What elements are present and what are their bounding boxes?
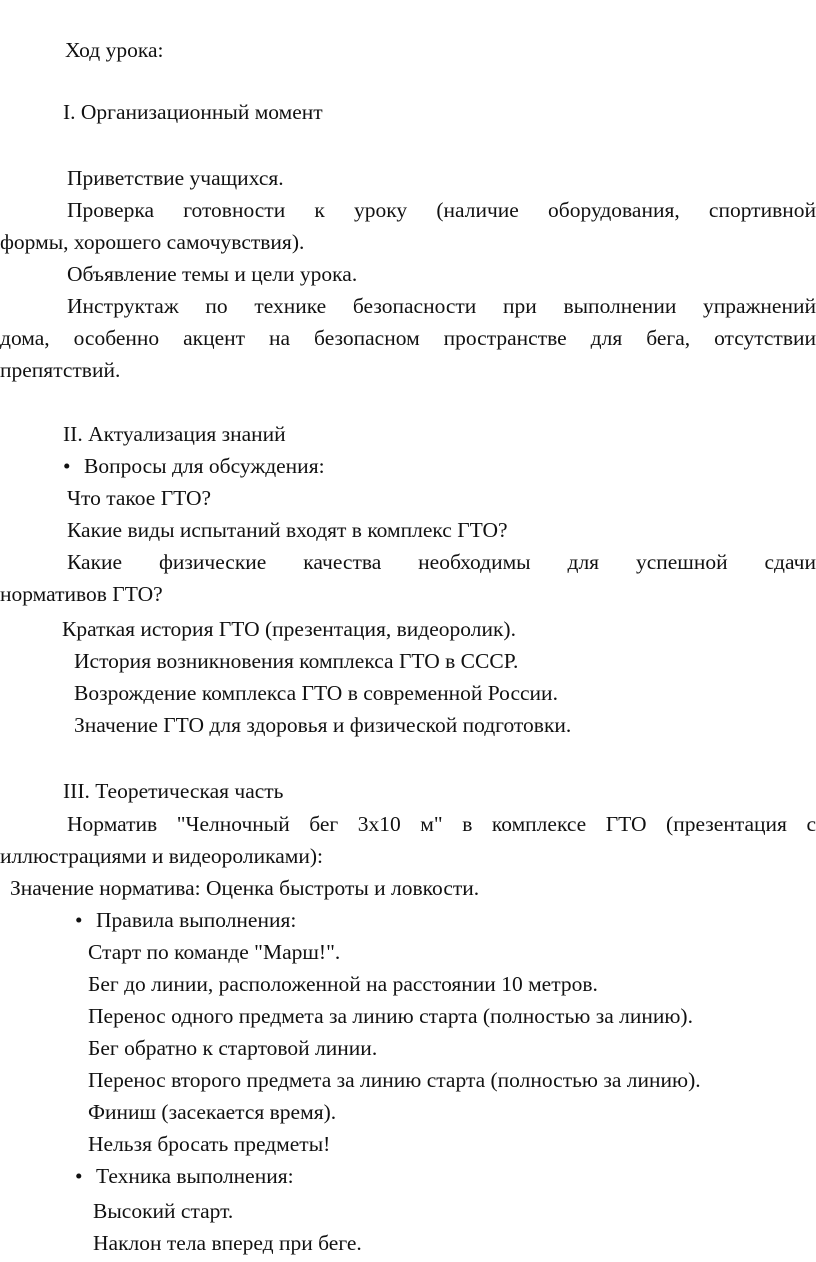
- bullet-icon: •: [63, 454, 71, 478]
- section-3-heading: III. Теоретическая часть: [63, 779, 284, 803]
- technique-item: Наклон тела вперед при беге.: [93, 1231, 362, 1255]
- bullet-icon: •: [75, 908, 83, 932]
- history-item-3: Значение ГТО для здоровья и физической подготовки.: [74, 713, 572, 737]
- technique-item: Высокий старт.: [93, 1199, 234, 1223]
- question-3-line-2: нормативов ГТО?: [0, 582, 163, 606]
- rule-item: Старт по команде "Марш!".: [88, 940, 341, 964]
- paragraph-topic: Объявление темы и цели урока.: [67, 262, 358, 286]
- rule-item: Нельзя бросать предметы!: [88, 1132, 331, 1156]
- norm-line-1: Норматив "Челночный бег 3х10 м" в комплексе ГТО (презентация с: [67, 812, 816, 836]
- questions-label: Вопросы для обсуждения:: [84, 454, 325, 478]
- rule-item: Финиш (засекается время).: [88, 1100, 337, 1124]
- lesson-title: Ход урока:: [65, 38, 164, 62]
- history-item-2: Возрождение комплекса ГТО в современной России.: [74, 681, 558, 705]
- bullet-icon: •: [75, 1164, 83, 1188]
- history-item-1: История возникновения комплекса ГТО в СССР.: [74, 649, 519, 673]
- paragraph-safety-line-2: дома, особенно акцент на безопасном пространстве для бега, отсутствии: [0, 326, 816, 350]
- norm-meaning: Значение норматива: Оценка быстроты и ловкости.: [10, 876, 480, 900]
- rule-item: Перенос второго предмета за линию старта (полностью за линию).: [88, 1068, 701, 1092]
- paragraph-greeting: Приветствие учащихся.: [67, 166, 284, 190]
- rules-label: Правила выполнения:: [96, 908, 297, 932]
- paragraph-readiness-line-2: формы, хорошего самочувствия).: [0, 230, 305, 254]
- paragraph-readiness-line-1: Проверка готовности к уроку (наличие оборудования, спортивной: [67, 198, 816, 222]
- norm-line-2: иллюстрациями и видеороликами):: [0, 844, 324, 868]
- section-2-heading: II. Актуализация знаний: [63, 422, 286, 446]
- question-3-line-1: Какие физические качества необходимы для успешной сдачи: [67, 550, 816, 574]
- technique-label: Техника выполнения:: [96, 1164, 294, 1188]
- rule-item: Бег до линии, расположенной на расстоянии 10 метров.: [88, 972, 598, 996]
- rule-item: Перенос одного предмета за линию старта (полностью за линию).: [88, 1004, 693, 1028]
- question-1: Что такое ГТО?: [67, 486, 212, 510]
- paragraph-safety-line-3: препятствий.: [0, 358, 121, 382]
- rule-item: Бег обратно к стартовой линии.: [88, 1036, 378, 1060]
- question-2: Какие виды испытаний входят в комплекс ГТО?: [67, 518, 508, 542]
- paragraph-safety-line-1: Инструктаж по технике безопасности при выполнении упражнений: [67, 294, 816, 318]
- history-label: Краткая история ГТО (презентация, видеоролик).: [62, 617, 516, 641]
- section-1-heading: I. Организационный момент: [63, 100, 323, 124]
